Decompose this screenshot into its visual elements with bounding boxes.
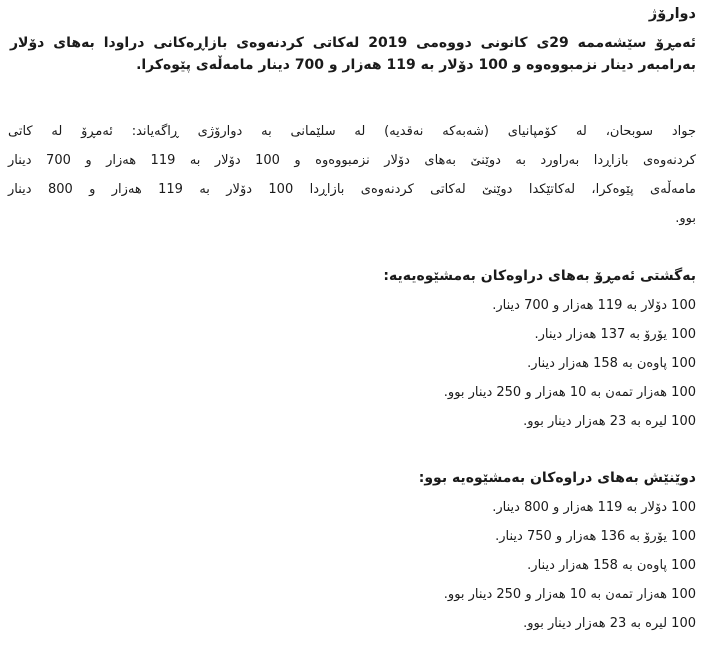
lead-paragraph <box>10 32 696 76</box>
rate-item-dollar: 100 دۆلار بە 119 هەزار و 700 دینار. <box>492 298 696 313</box>
rate-item-lira: 100 لیرە بە 23 هەزار دینار بوو. <box>523 616 696 631</box>
yesterday-rates-list <box>444 493 696 638</box>
rate-item-toman: 100 هەزار تمەن بە 10 هەزار و 250 دینار بوو. <box>443 587 696 602</box>
rate-item-pound: 100 پاوەن بە 158 هەزار دینار. <box>527 356 696 371</box>
rate-item-pound: 100 پاوەن بە 158 هەزار دینار. <box>527 558 696 573</box>
rate-item-euro: 100 یۆرۆ بە 136 هەزار و 750 دینار. <box>495 529 696 544</box>
body-paragraph <box>8 117 696 233</box>
source-title: دوارۆژ <box>648 6 696 22</box>
body-line: بوو. <box>675 211 696 226</box>
today-rates-heading: بەگشتی ئەمڕۆ بەهای دراوەکان بەمشێوەیەیە: <box>383 268 696 284</box>
yesterday-rates-heading: دوێنێش بەهای دراوەکان بەمشێوەیە بوو: <box>418 470 696 486</box>
rate-item-toman: 100 هەزار تمەن بە 10 هەزار و 250 دینار بوو. <box>443 385 696 400</box>
body-line: کردنەوەی بازاڕدا بەراورد بە دوێنێ بەهای دۆلار نزمبووەوە و 100 دۆلار بە 119 هەزار و 700 دینار <box>8 153 696 168</box>
rate-item-lira: 100 لیرە بە 23 هەزار دینار بوو. <box>523 414 696 429</box>
rate-item-euro: 100 یۆرۆ بە 137 هەزار دینار. <box>534 327 696 342</box>
body-line: جواد سوبحان، لە کۆمپانیای (شەبەکە نەقدیە) لە سلێمانی بە دوارۆژی ڕاگەیاند: ئەمڕۆ لە کاتی <box>8 124 696 139</box>
lead-line: ئەمڕۆ سێشەممە 29ی کانونی دووەمی 2019 لەکاتی کردنەوەی بازاڕەکانی دراودا بەهای دۆلار <box>10 35 696 51</box>
rate-item-dollar: 100 دۆلار بە 119 هەزار و 800 دینار. <box>492 500 696 515</box>
body-line: مامەڵەی پێوەکرا، لەکاتێکدا دوێنێ لەکاتی کردنەوەی بازاڕدا 100 دۆلار بە 119 هەزار و 800 دینار <box>8 182 696 197</box>
lead-line: بەرامبەر دینار نزمبووەوە و 100 دۆلار بە 119 هەزار و 700 دینار مامەڵەی پێوەکرا. <box>136 57 696 73</box>
today-rates-list <box>444 291 696 436</box>
